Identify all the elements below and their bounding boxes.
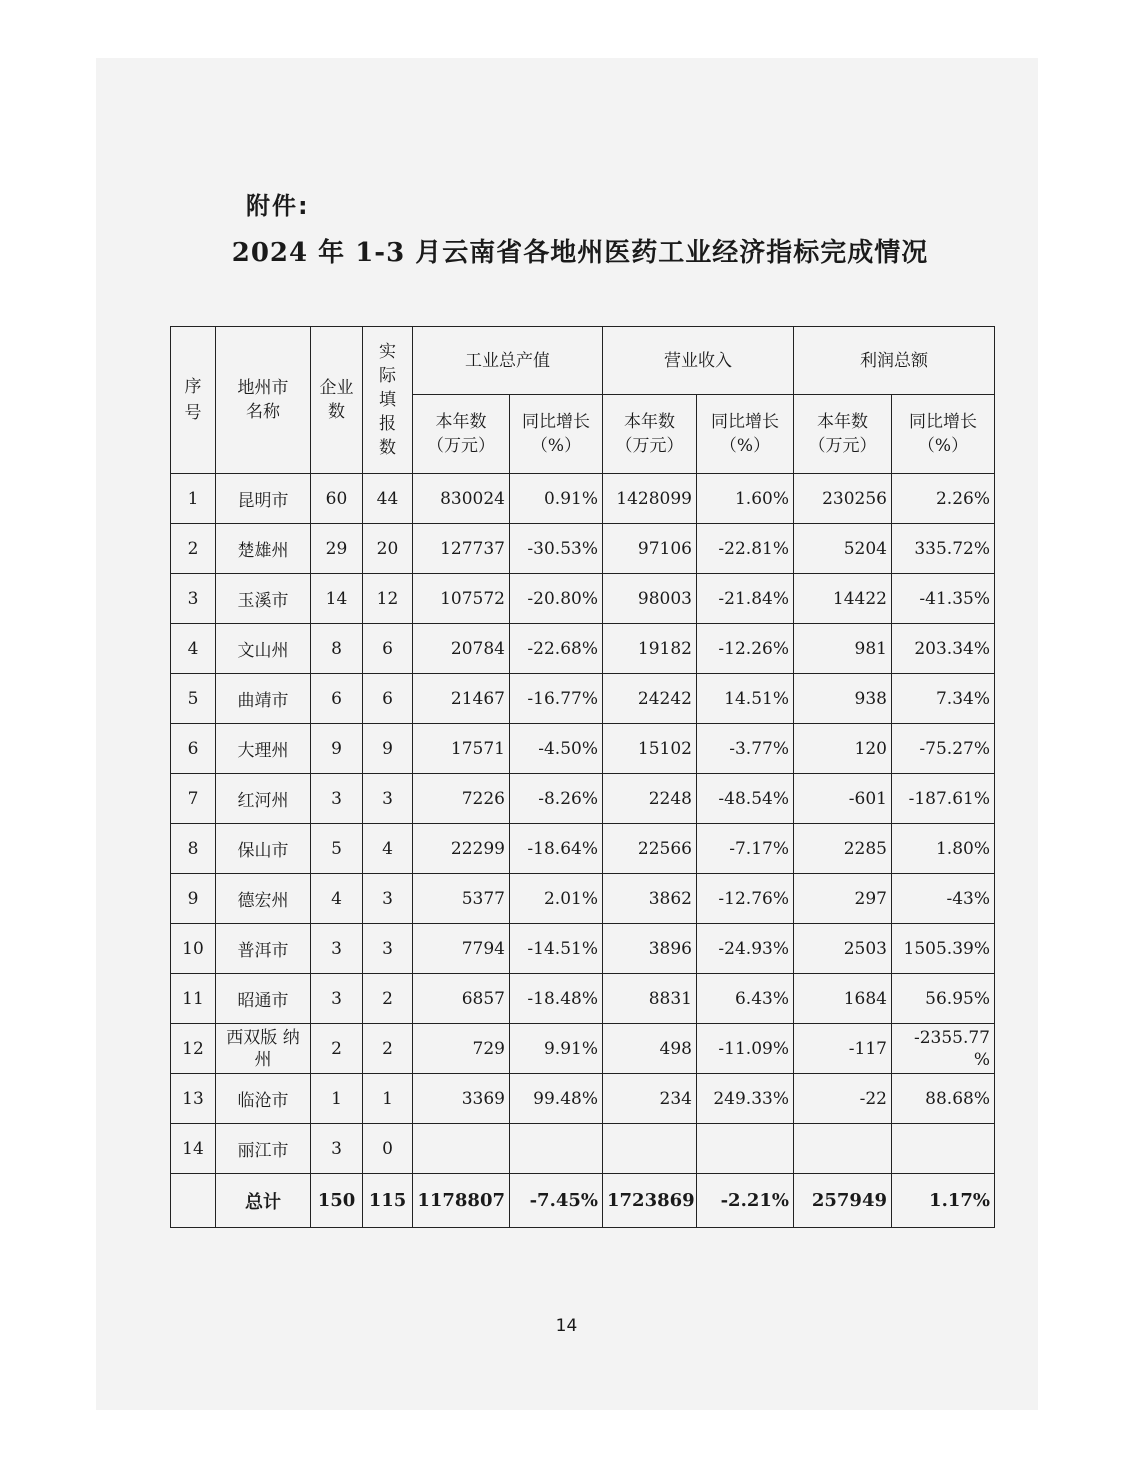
cell-no: 7 — [171, 774, 216, 824]
cell-output: 22299 — [413, 824, 510, 874]
header-revenue-yoy: 同比增长 （%） — [697, 395, 794, 474]
cell-reported: 2 — [363, 974, 413, 1024]
total-output-yoy: -7.45% — [510, 1174, 603, 1228]
cell-city: 普洱市 — [216, 924, 311, 974]
cell-revenue-yoy — [697, 1124, 794, 1174]
cell-revenue-yoy: 249.33% — [697, 1074, 794, 1124]
cell-revenue: 19182 — [603, 624, 697, 674]
cell-reported: 3 — [363, 874, 413, 924]
cell-output: 17571 — [413, 724, 510, 774]
total-reported: 115 — [363, 1174, 413, 1228]
total-revenue-yoy: -2.21% — [697, 1174, 794, 1228]
cell-output: 7794 — [413, 924, 510, 974]
cell-output: 6857 — [413, 974, 510, 1024]
cell-revenue: 24242 — [603, 674, 697, 724]
cell-city: 玉溪市 — [216, 574, 311, 624]
cell-profit: 2503 — [794, 924, 892, 974]
header-output-this-year: 本年数 （万元） — [413, 395, 510, 474]
cell-city: 文山州 — [216, 624, 311, 674]
cell-city: 曲靖市 — [216, 674, 311, 724]
cell-reported: 6 — [363, 624, 413, 674]
attachment-label: 附件: — [246, 192, 310, 220]
cell-revenue: 98003 — [603, 574, 697, 624]
cell-output-yoy: 2.01% — [510, 874, 603, 924]
cell-reported: 4 — [363, 824, 413, 874]
total-profit: 257949 — [794, 1174, 892, 1228]
cell-revenue-yoy: 1.60% — [697, 474, 794, 524]
header-seq: 序 号 — [171, 327, 216, 474]
cell-no: 5 — [171, 674, 216, 724]
header-group-output: 工业总产值 — [413, 327, 603, 395]
cell-output: 7226 — [413, 774, 510, 824]
table-total-row — [171, 1174, 995, 1228]
cell-reported: 0 — [363, 1124, 413, 1174]
cell-no: 14 — [171, 1124, 216, 1174]
table-row — [171, 624, 995, 674]
cell-companies: 1 — [311, 1074, 363, 1124]
table-row — [171, 874, 995, 924]
cell-output-yoy: 99.48% — [510, 1074, 603, 1124]
cell-output — [413, 1124, 510, 1174]
cell-revenue: 498 — [603, 1024, 697, 1074]
table-row — [171, 824, 995, 874]
cell-revenue: 3862 — [603, 874, 697, 924]
cell-revenue — [603, 1124, 697, 1174]
cell-output-yoy — [510, 1124, 603, 1174]
cell-profit-yoy: 88.68% — [892, 1074, 995, 1124]
cell-output-yoy: -18.48% — [510, 974, 603, 1024]
cell-revenue-yoy: -12.26% — [697, 624, 794, 674]
cell-output: 3369 — [413, 1074, 510, 1124]
cell-companies: 6 — [311, 674, 363, 724]
cell-reported: 1 — [363, 1074, 413, 1124]
table-row — [171, 1074, 995, 1124]
cell-profit-yoy: -43% — [892, 874, 995, 924]
cell-output: 830024 — [413, 474, 510, 524]
cell-output-yoy: -4.50% — [510, 724, 603, 774]
cell-profit-yoy: 1.80% — [892, 824, 995, 874]
cell-no: 8 — [171, 824, 216, 874]
cell-revenue: 15102 — [603, 724, 697, 774]
cell-companies: 3 — [311, 1124, 363, 1174]
cell-profit: -22 — [794, 1074, 892, 1124]
cell-city: 红河州 — [216, 774, 311, 824]
cell-revenue-yoy: 6.43% — [697, 974, 794, 1024]
cell-companies: 4 — [311, 874, 363, 924]
cell-output: 127737 — [413, 524, 510, 574]
cell-no: 4 — [171, 624, 216, 674]
cell-city: 丽江市 — [216, 1124, 311, 1174]
cell-reported: 12 — [363, 574, 413, 624]
cell-companies: 3 — [311, 924, 363, 974]
cell-output-yoy: 0.91% — [510, 474, 603, 524]
cell-revenue: 234 — [603, 1074, 697, 1124]
cell-profit: 5204 — [794, 524, 892, 574]
cell-output: 20784 — [413, 624, 510, 674]
cell-revenue: 2248 — [603, 774, 697, 824]
cell-companies: 14 — [311, 574, 363, 624]
cell-profit-yoy: 56.95% — [892, 974, 995, 1024]
cell-output: 5377 — [413, 874, 510, 924]
cell-city: 大理州 — [216, 724, 311, 774]
cell-output: 729 — [413, 1024, 510, 1074]
cell-profit: 297 — [794, 874, 892, 924]
cell-no: 9 — [171, 874, 216, 924]
cell-revenue-yoy: -7.17% — [697, 824, 794, 874]
cell-profit-yoy: 7.34% — [892, 674, 995, 724]
cell-profit: 230256 — [794, 474, 892, 524]
table-row — [171, 974, 995, 1024]
header-reported: 实 际 填 报 数 — [363, 327, 413, 474]
cell-profit-yoy: -41.35% — [892, 574, 995, 624]
cell-city: 保山市 — [216, 824, 311, 874]
cell-output-yoy: -18.64% — [510, 824, 603, 874]
cell-output-yoy: 9.91% — [510, 1024, 603, 1074]
cell-output-yoy: -16.77% — [510, 674, 603, 724]
total-label: 总计 — [216, 1174, 311, 1228]
cell-profit: 14422 — [794, 574, 892, 624]
cell-revenue-yoy: -12.76% — [697, 874, 794, 924]
header-group-revenue: 营业收入 — [603, 327, 794, 395]
cell-profit-yoy: -187.61% — [892, 774, 995, 824]
cell-profit: 981 — [794, 624, 892, 674]
cell-output-yoy: -8.26% — [510, 774, 603, 824]
table-row — [171, 924, 995, 974]
cell-no: 3 — [171, 574, 216, 624]
header-city: 地州市 名称 — [216, 327, 311, 474]
cell-profit: 2285 — [794, 824, 892, 874]
cell-revenue-yoy: -22.81% — [697, 524, 794, 574]
cell-companies: 29 — [311, 524, 363, 574]
header-profit-yoy: 同比增长 （%） — [892, 395, 995, 474]
cell-companies: 5 — [311, 824, 363, 874]
cell-profit-yoy — [892, 1124, 995, 1174]
table-row — [171, 1024, 995, 1074]
cell-reported: 44 — [363, 474, 413, 524]
cell-output-yoy: -14.51% — [510, 924, 603, 974]
cell-no: 11 — [171, 974, 216, 1024]
table-row — [171, 724, 995, 774]
cell-no: 1 — [171, 474, 216, 524]
cell-companies: 3 — [311, 974, 363, 1024]
cell-profit-yoy: 335.72% — [892, 524, 995, 574]
indicator-table — [170, 326, 995, 1228]
cell-reported: 6 — [363, 674, 413, 724]
header-group-profit: 利润总额 — [794, 327, 995, 395]
cell-revenue: 8831 — [603, 974, 697, 1024]
cell-revenue: 22566 — [603, 824, 697, 874]
cell-city: 临沧市 — [216, 1074, 311, 1124]
cell-output-yoy: -22.68% — [510, 624, 603, 674]
cell-companies: 9 — [311, 724, 363, 774]
cell-profit: 120 — [794, 724, 892, 774]
cell-profit: -117 — [794, 1024, 892, 1074]
cell-revenue-yoy: -24.93% — [697, 924, 794, 974]
cell-profit-yoy: -75.27% — [892, 724, 995, 774]
cell-output-yoy: -20.80% — [510, 574, 603, 624]
cell-revenue: 3896 — [603, 924, 697, 974]
cell-companies: 2 — [311, 1024, 363, 1074]
header-revenue-this-year: 本年数 （万元） — [603, 395, 697, 474]
cell-profit-yoy: 203.34% — [892, 624, 995, 674]
cell-companies: 8 — [311, 624, 363, 674]
table-row — [171, 1124, 995, 1174]
cell-reported: 9 — [363, 724, 413, 774]
cell-no: 13 — [171, 1074, 216, 1124]
cell-output: 21467 — [413, 674, 510, 724]
header-companies: 企业 数 — [311, 327, 363, 474]
table-row — [171, 524, 995, 574]
table-row — [171, 674, 995, 724]
total-no — [171, 1174, 216, 1228]
cell-output-yoy: -30.53% — [510, 524, 603, 574]
cell-revenue: 1428099 — [603, 474, 697, 524]
table-row — [171, 774, 995, 824]
cell-revenue: 97106 — [603, 524, 697, 574]
cell-city: 楚雄州 — [216, 524, 311, 574]
cell-revenue-yoy: -21.84% — [697, 574, 794, 624]
cell-reported: 3 — [363, 924, 413, 974]
total-profit-yoy: 1.17% — [892, 1174, 995, 1228]
cell-no: 10 — [171, 924, 216, 974]
cell-city: 昭通市 — [216, 974, 311, 1024]
cell-revenue-yoy: 14.51% — [697, 674, 794, 724]
cell-city: 昆明市 — [216, 474, 311, 524]
cell-profit: 1684 — [794, 974, 892, 1024]
cell-profit-yoy: 1505.39% — [892, 924, 995, 974]
total-revenue: 1723869 — [603, 1174, 697, 1228]
cell-output: 107572 — [413, 574, 510, 624]
cell-revenue-yoy: -3.77% — [697, 724, 794, 774]
cell-no: 6 — [171, 724, 216, 774]
header-profit-this-year: 本年数 （万元） — [794, 395, 892, 474]
cell-profit: 938 — [794, 674, 892, 724]
cell-profit: -601 — [794, 774, 892, 824]
cell-city: 德宏州 — [216, 874, 311, 924]
cell-reported: 3 — [363, 774, 413, 824]
cell-no: 2 — [171, 524, 216, 574]
cell-revenue-yoy: -48.54% — [697, 774, 794, 824]
cell-reported: 2 — [363, 1024, 413, 1074]
cell-companies: 60 — [311, 474, 363, 524]
cell-companies: 3 — [311, 774, 363, 824]
cell-profit-yoy: 2.26% — [892, 474, 995, 524]
cell-reported: 20 — [363, 524, 413, 574]
table-row — [171, 574, 995, 624]
cell-profit-yoy: -2355.77 % — [892, 1024, 995, 1074]
document-title: 2024 年 1-3 月云南省各地州医药工业经济指标完成情况 — [231, 238, 929, 268]
total-companies: 150 — [311, 1174, 363, 1228]
total-output: 1178807 — [413, 1174, 510, 1228]
cell-revenue-yoy: -11.09% — [697, 1024, 794, 1074]
page-number: 14 — [555, 1316, 578, 1336]
cell-profit — [794, 1124, 892, 1174]
table-row — [171, 474, 995, 524]
cell-no: 12 — [171, 1024, 216, 1074]
header-output-yoy: 同比增长 （%） — [510, 395, 603, 474]
cell-city: 西双版 纳州 — [216, 1024, 311, 1074]
